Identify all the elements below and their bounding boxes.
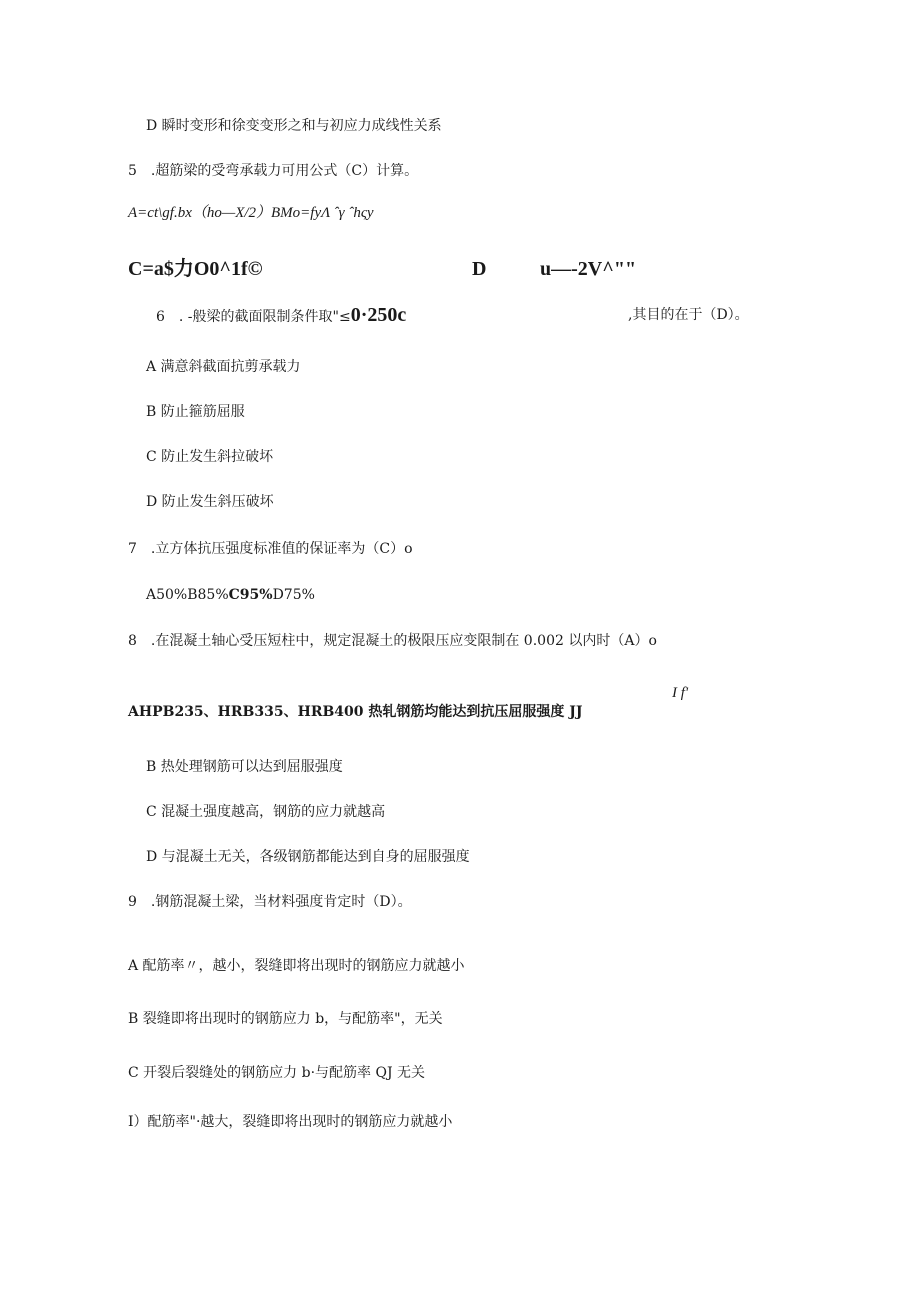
question-5-option-d-label: D (472, 258, 487, 280)
question-6 (156, 305, 406, 327)
question-8-margin-mark: I f' (672, 685, 689, 701)
question-6-prefix: 6 . -般梁的截面限制条件取"≤ (156, 309, 351, 325)
question-8: 8 .在混凝土轴心受压短柱中，规定混凝土的极限压应变限制在 0.002 以内时（A）o (128, 633, 657, 649)
option-9b: B 裂缝即将出现时的钢筋应力 b，与配筋率"，无关 (128, 1011, 443, 1027)
option-4d: D 瞬时变形和徐变变形之和与初应力成线性关系 (146, 118, 442, 134)
question-6-suffix: ,其目的在于（D）。 (628, 307, 749, 323)
question-7: 7 .立方体抗压强度标准值的保证率为（C）o (128, 541, 413, 557)
question-6-formula: 0·250c (350, 304, 407, 326)
option-6d: D 防止发生斜压破坏 (146, 494, 274, 510)
option-6c: C 防止发生斜拉破坏 (146, 449, 274, 465)
option-6b: B 防止箍筋屈服 (146, 404, 245, 420)
option-8d: D 与混凝土无关，各级钢筋都能达到自身的屈服强度 (146, 849, 470, 865)
question-5: 5 .超筋梁的受弯承载力可用公式（C）计算。 (128, 163, 419, 179)
question-7-option-c: C95% (228, 587, 273, 603)
question-7-option-d: D75% (272, 587, 315, 603)
option-9c: C 开裂后裂缝处的钢筋应力 b·与配筋率 QJ 无关 (128, 1065, 426, 1081)
option-8a: AHPB235、HRB335、HRB400 热轧钢筋均能达到抗压屈服强度 JJ (128, 704, 583, 720)
question-5-formula-ab: A=ct\gf.bx（ho—X/2）BMo=fyΛ ˆγ ˆhςy (128, 205, 374, 221)
question-5-formula-c: C=a$力O0^1f© (128, 258, 263, 280)
option-8b: B 热处理钢筋可以达到屈服强度 (146, 759, 343, 775)
option-6a: A 满意斜截面抗剪承载力 (146, 359, 301, 375)
question-9: 9 .钢筋混凝土梁，当材料强度肯定时（D）。 (128, 894, 412, 910)
option-9d: I）配筋率"·越大，裂缝即将出现时的钢筋应力就越小 (128, 1114, 453, 1130)
option-9a: A 配筋率〃，越小，裂缝即将出现时的钢筋应力就越小 (128, 958, 465, 974)
question-5-formula-d: u—-2V^"" (540, 258, 637, 280)
question-7-options-ab: A50%B85% (146, 587, 229, 603)
question-7-options (146, 585, 315, 605)
option-8c: C 混凝土强度越高，钢筋的应力就越高 (146, 804, 386, 820)
